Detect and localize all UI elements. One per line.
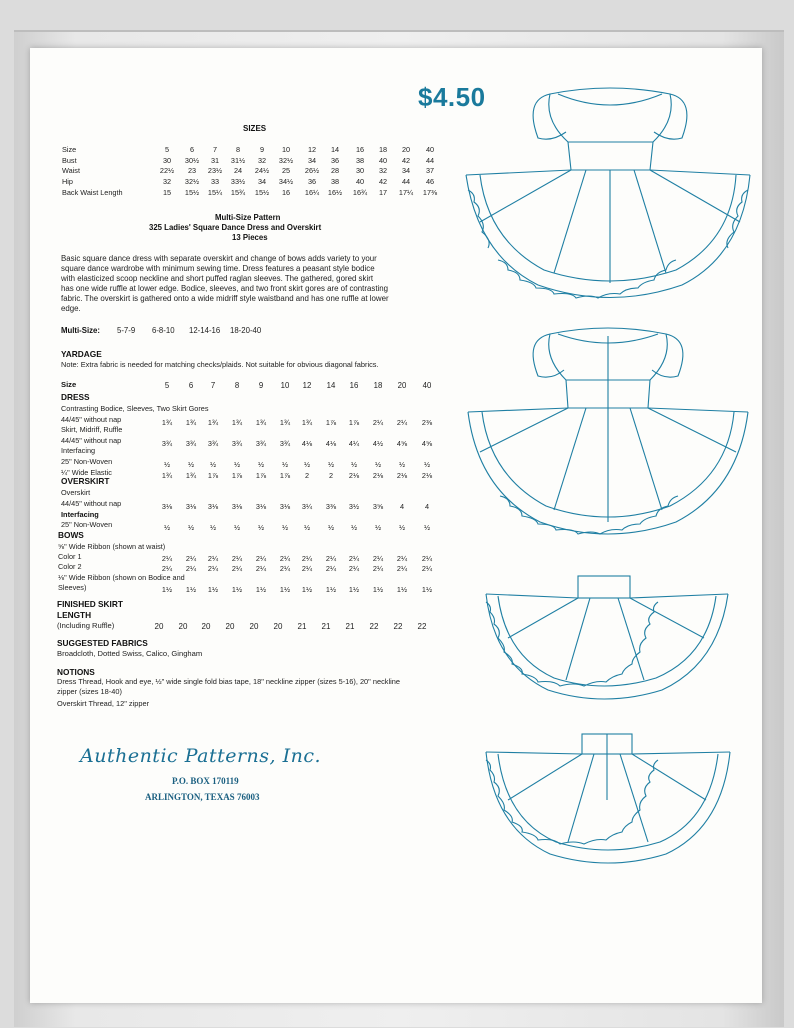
sizes-cell: 23: [187, 166, 197, 176]
sizes-cell: 8: [235, 145, 241, 154]
yardage-cell: 1½: [396, 584, 408, 594]
sizes-cell: 15½: [184, 187, 200, 197]
yardage-cell: 3⅛: [255, 501, 267, 511]
yardage-row-label: Interfacing: [61, 446, 96, 456]
yardage-cell: 4¼: [348, 438, 360, 448]
sizes-cell: 30½: [184, 155, 200, 165]
yardage-cell: 2: [304, 470, 310, 480]
pattern-pieces: 13 Pieces: [232, 233, 268, 242]
description-line: fabric. The overskirt is gathered onto a wide midriff style waistband and has one ruffle at lower: [61, 293, 389, 303]
yardage-cell: 2¼: [255, 554, 267, 564]
yardage-cell: 2¼: [396, 417, 408, 427]
yardage-cell: 1¾: [231, 417, 243, 427]
yardage-row-label: ⅛" Wide Ribbon (shown on Bodice and: [58, 572, 185, 582]
yardage-cell: ½: [423, 460, 431, 469]
yardage-cell: 1⅞: [255, 470, 267, 480]
yardage-cell: 3¾: [231, 438, 243, 448]
sizes-cell: 40: [425, 145, 435, 154]
yardage-cell: 1¾: [301, 417, 313, 427]
notions-dress-cont: zipper (sizes 18-40): [57, 687, 122, 696]
yardage-cell: ½: [233, 523, 241, 533]
sizes-cell: 24: [233, 166, 243, 176]
sizes-cell: 38: [355, 155, 365, 165]
yardage-cell: ½: [327, 523, 335, 533]
yardage-cell: 2⅛: [421, 470, 433, 480]
description-line: Basic square dance dress with separate overskirt and change of bows adds variety to your: [61, 254, 377, 263]
yardage-cell: ½: [374, 460, 382, 469]
yardage-cell: 3⅜: [325, 501, 337, 511]
finished-skirt-cell: 22: [369, 622, 379, 631]
yardage-row-label: Skirt, Midriff, Ruffle: [61, 425, 123, 435]
yardage-cell: 2¼: [396, 564, 408, 574]
finished-skirt-cell: 20: [225, 622, 235, 631]
finished-skirt-cell: 20: [201, 622, 211, 631]
sizes-cell: 44: [401, 177, 411, 187]
sizes-cell: 30: [355, 166, 365, 176]
yardage-cell: 4⅝: [396, 438, 408, 448]
overskirt-title: OVERSKIRT: [61, 476, 110, 486]
yardage-cell: 3⅛: [231, 501, 243, 511]
yardage-cell: ½: [327, 460, 335, 469]
multisize-group: 18-20-40: [230, 326, 262, 335]
yardage-cell: 2¼: [279, 554, 291, 564]
yardage-cell: ½: [209, 460, 217, 469]
yardage-row-label: 25" Non-Woven: [61, 457, 113, 466]
yardage-row-label: ¼" Wide Elastic: [61, 467, 112, 477]
yardage-cell: ½: [257, 523, 265, 533]
yardage-cell: 3⅛: [207, 501, 219, 511]
sizes-cell: 17¼: [398, 187, 414, 197]
yardage-size-header: 12: [302, 381, 312, 390]
sizes-cell: 16: [355, 145, 365, 154]
company-address-box: P.O. BOX 170119: [172, 776, 239, 786]
pattern-name: 325 Ladies' Square Dance Dress and Overskirt: [149, 223, 322, 232]
yardage-cell: 3⅛: [185, 501, 197, 511]
company-logo-text: Authentic Patterns, Inc.: [80, 745, 322, 767]
yardage-cell: 2¼: [348, 564, 360, 574]
finished-skirt-length: LENGTH: [57, 610, 92, 620]
description-line: with elasticized scoop neckline and short puffed raglan sleeves. The gathered, gored skirt: [61, 273, 374, 283]
yardage-cell: 3¾: [207, 438, 219, 448]
yardage-cell: 1⅞: [231, 470, 243, 480]
sizes-cell: 6: [189, 145, 195, 154]
yardage-cell: 2¼: [325, 554, 337, 564]
sizes-cell: 37: [425, 166, 435, 176]
description-line: edge.: [61, 303, 81, 313]
yardage-cell: 4½: [372, 438, 384, 448]
yardage-cell: ½: [163, 460, 171, 469]
yardage-row-label: Interfacing: [61, 509, 99, 519]
yardage-cell: 1½: [421, 584, 433, 594]
description-line: has one wide ruffle at lower edge. Bodice, sleeves, and two front skirt gores are of contrasting: [61, 283, 389, 293]
yardage-size-header: 18: [373, 381, 383, 390]
yardage-cell: 2¼: [348, 554, 360, 564]
notions-title: NOTIONS: [57, 667, 95, 677]
yardage-cell: ½: [350, 523, 358, 533]
notions-dress: Dress Thread, Hook and eye, ½" wide single fold bias tape, 18" neckline zipper (sizes 5-16), 20" neckline: [57, 677, 400, 686]
yardage-size-header: 20: [397, 381, 407, 390]
sizes-cell: 15¾: [230, 187, 246, 197]
yardage-cell: 1½: [279, 584, 291, 594]
yardage-cell: 2¼: [421, 554, 433, 564]
yardage-cell: 3¾: [255, 438, 267, 448]
finished-skirt-cell: 22: [417, 622, 427, 631]
yardage-size-header: 8: [234, 381, 240, 390]
sizes-cell: 16½: [327, 187, 343, 197]
yardage-cell: 2¼: [185, 564, 197, 574]
yardage-cell: ½: [350, 460, 358, 469]
sizes-cell: 7: [212, 145, 218, 154]
yardage-cell: 2¼: [325, 564, 337, 574]
yardage-cell: 1½: [255, 584, 267, 594]
finished-skirt-cell: 21: [321, 622, 331, 631]
yardage-cell: ½: [187, 460, 195, 469]
yardage-cell: 1¾: [255, 417, 267, 427]
sizes-cell: 15: [162, 187, 172, 197]
yardage-cell: ½: [187, 523, 195, 533]
yardage-size-header: 7: [210, 381, 216, 390]
dress-back-illustration: [462, 322, 754, 554]
sizes-cell: 32½: [278, 155, 294, 165]
yardage-row-label: 25" Non-Woven: [61, 520, 113, 530]
yardage-row-label: Contrasting Bodice, Sleeves, Two Skirt Gores: [61, 404, 209, 413]
yardage-cell: 1¾: [279, 417, 291, 427]
sizes-cell: 42: [401, 155, 411, 165]
yardage-cell: ½: [398, 460, 406, 469]
sizes-cell: 42: [378, 177, 388, 187]
yardage-row-label: 44/45" without nap: [61, 414, 122, 424]
yardage-cell: 2¼: [396, 554, 408, 564]
sizes-cell: 23½: [207, 166, 223, 176]
yardage-cell: 1½: [161, 584, 173, 594]
sizes-cell: 15½: [254, 187, 270, 197]
yardage-cell: 2¼: [279, 564, 291, 574]
yardage-note: Note: Extra fabric is needed for matching checks/plaids. Not suitable for obvious diagonal fabrics.: [61, 360, 379, 369]
yardage-cell: 1¾: [185, 470, 197, 480]
sizes-cell: 25: [281, 166, 291, 176]
yardage-cell: 2¼: [372, 554, 384, 564]
yardage-cell: 2¼: [372, 564, 384, 574]
sizes-cell: 17⅜: [422, 187, 438, 197]
overskirt-front-illustration: [478, 572, 738, 712]
multisize-group: 6-8-10: [152, 326, 175, 335]
yardage-cell: 4: [424, 501, 430, 511]
yardage-cell: 4: [399, 501, 405, 511]
yardage-cell: 4⅝: [421, 438, 433, 448]
finished-skirt-cell: 20: [273, 622, 283, 631]
dress-title: DRESS: [61, 392, 90, 402]
finished-skirt-cell: 21: [345, 622, 355, 631]
dress-front-illustration: [458, 80, 758, 310]
yardage-cell: 3¾: [185, 438, 197, 448]
sizes-cell: 33½: [230, 177, 246, 187]
yardage-cell: 4⅛: [301, 438, 313, 448]
sizes-cell: 32: [257, 155, 267, 165]
sizes-cell: 33: [210, 177, 220, 187]
finished-skirt-cell: 21: [297, 622, 307, 631]
finished-skirt-cell: 20: [154, 622, 164, 631]
sizes-cell: 38: [330, 177, 340, 187]
sizes-cell: 15¼: [207, 187, 223, 197]
sizes-cell: 10: [281, 145, 291, 154]
yardage-row-label: Overskirt: [61, 488, 91, 497]
sizes-title: SIZES: [243, 124, 267, 133]
yardage-size-label: Size: [61, 380, 77, 389]
yardage-size-header: 14: [326, 381, 336, 390]
sizes-cell: 12: [307, 145, 317, 154]
sizes-cell: 17: [378, 187, 388, 197]
yardage-cell: 1⅞: [348, 417, 360, 427]
yardage-cell: 2⅜: [421, 417, 433, 427]
yardage-cell: 3½: [348, 501, 360, 511]
yardage-cell: 2¼: [161, 554, 173, 564]
sizes-cell: 18: [378, 145, 388, 154]
yardage-row-label: Color 1: [58, 552, 82, 562]
yardage-size-header: 16: [349, 381, 359, 390]
yardage-cell: ½: [233, 460, 241, 469]
multisize-label: Multi-Size:: [61, 326, 100, 335]
yardage-cell: 3⅝: [372, 501, 384, 511]
yardage-cell: ½: [374, 523, 382, 533]
yardage-cell: 2¼: [231, 554, 243, 564]
yardage-size-header: 40: [422, 381, 432, 390]
price-label: $4.50: [418, 82, 486, 112]
sizes-cell: 36: [307, 177, 317, 187]
yardage-cell: 1½: [325, 584, 337, 594]
yardage-row-label: ⅝" Wide Ribbon (shown at waist): [58, 542, 166, 551]
sizes-cell: 32: [162, 177, 172, 187]
multisize-group: 12-14-16: [189, 326, 221, 335]
yardage-cell: 2¼: [207, 564, 219, 574]
yardage-title: YARDAGE: [61, 349, 102, 359]
yardage-cell: 2¼: [301, 554, 313, 564]
sizes-cell: 34: [307, 155, 317, 165]
sizes-cell: 24½: [254, 166, 270, 176]
yardage-cell: 1½: [207, 584, 219, 594]
yardage-cell: ½: [303, 523, 311, 533]
yardage-cell: 1½: [301, 584, 313, 594]
description-line: square dance wardrobe with minimum sewing time. Dress features a peasant style bodice: [61, 263, 375, 273]
finished-skirt-cell: 20: [249, 622, 259, 631]
yardage-size-header: 10: [280, 381, 290, 390]
yardage-cell: 2: [328, 470, 334, 480]
sizes-cell: 26½: [304, 166, 320, 176]
yardage-cell: ½: [209, 523, 217, 533]
yardage-cell: 3¾: [279, 438, 291, 448]
sizes-cell: 40: [355, 177, 365, 187]
sizes-cell: 36: [330, 155, 340, 165]
yardage-cell: 2¼: [161, 564, 173, 574]
overskirt-back-illustration: [478, 730, 738, 880]
yardage-cell: 2¼: [372, 417, 384, 427]
sizes-row-label: Size: [62, 145, 77, 154]
yardage-cell: ½: [281, 523, 289, 533]
sizes-cell: 5: [164, 145, 170, 154]
yardage-row-label: Sleeves): [58, 582, 87, 592]
sizes-cell: 44: [425, 155, 435, 165]
yardage-cell: 3⅛: [279, 501, 291, 511]
yardage-row-label: Color 2: [58, 562, 82, 572]
sizes-cell: 32½: [184, 177, 200, 187]
yardage-cell: 1½: [231, 584, 243, 594]
sizes-cell: 31½: [230, 155, 246, 165]
yardage-cell: ½: [398, 523, 406, 533]
suggested-fabrics-text: Broadcloth, Dotted Swiss, Calico, Gingham: [57, 649, 203, 658]
yardage-cell: 1⅞: [207, 470, 219, 480]
yardage-cell: 1¾: [185, 417, 197, 427]
yardage-row-label: 44/45" without nap: [61, 435, 122, 445]
sizes-row-label: Back Waist Length: [62, 187, 123, 197]
sizes-cell: 34: [257, 177, 267, 187]
sizes-row-label: Bust: [62, 155, 77, 165]
yardage-cell: 2¼: [421, 564, 433, 574]
yardage-cell: 2¼: [255, 564, 267, 574]
sizes-cell: 14: [330, 145, 340, 154]
yardage-cell: 2⅛: [348, 470, 360, 480]
sizes-cell: 31: [210, 155, 220, 165]
yardage-cell: 4⅛: [325, 438, 337, 448]
yardage-cell: 2¼: [185, 554, 197, 564]
sizes-cell: 16¼: [304, 187, 320, 197]
sizes-cell: 46: [425, 177, 435, 187]
yardage-cell: 1½: [185, 584, 197, 594]
yardage-cell: 3⅛: [161, 501, 173, 511]
yardage-cell: 1½: [372, 584, 384, 594]
sizes-cell: 30: [162, 155, 172, 165]
yardage-cell: ½: [423, 523, 431, 533]
yardage-cell: 3¼: [301, 501, 313, 511]
yardage-cell: 1¾: [161, 470, 173, 480]
yardage-cell: 2¼: [231, 564, 243, 574]
yardage-cell: ½: [281, 460, 289, 469]
finished-skirt-cell: 22: [393, 622, 403, 631]
yardage-cell: ½: [303, 460, 311, 469]
bows-title: BOWS: [58, 530, 84, 540]
sizes-cell: 9: [259, 145, 265, 154]
yardage-size-header: 5: [164, 381, 170, 390]
sizes-cell: 34½: [278, 177, 294, 187]
pattern-type: Multi-Size Pattern: [215, 213, 281, 222]
yardage-cell: ½: [163, 523, 171, 533]
company-address-city: ARLINGTON, TEXAS 76003: [145, 792, 260, 802]
sizes-cell: 22½: [159, 166, 175, 176]
sizes-cell: 20: [401, 145, 411, 154]
yardage-cell: ½: [257, 460, 265, 469]
sizes-cell: 34: [401, 166, 411, 176]
yardage-size-header: 6: [188, 381, 194, 390]
yardage-cell: 2¼: [301, 564, 313, 574]
yardage-cell: 2⅛: [372, 470, 384, 480]
suggested-fabrics-title: SUGGESTED FABRICS: [57, 638, 148, 648]
sizes-cell: 16: [281, 187, 291, 197]
sizes-cell: 16¾: [352, 187, 368, 197]
sizes-cell: 32: [378, 166, 388, 176]
sizes-row-label: Hip: [62, 177, 73, 187]
finished-skirt-cell: 20: [178, 622, 188, 631]
yardage-cell: 1⅞: [325, 417, 337, 427]
yardage-size-header: 9: [258, 381, 264, 390]
yardage-cell: 1⅞: [279, 470, 291, 480]
yardage-cell: 2⅛: [396, 470, 408, 480]
sizes-row-label: Waist: [62, 166, 80, 176]
finished-skirt-title: FINISHED SKIRT: [57, 599, 123, 609]
description: [61, 254, 451, 313]
yardage-row-label: 44/45" without nap: [61, 498, 122, 508]
yardage-cell: 1½: [348, 584, 360, 594]
yardage-cell: 2¼: [207, 554, 219, 564]
sizes-cell: 40: [378, 155, 388, 165]
sizes-cell: 28: [330, 166, 340, 176]
finished-skirt-note: (Including Ruffle): [57, 621, 115, 630]
yardage-cell: 1¾: [207, 417, 219, 427]
multisize-group: 5-7-9: [117, 326, 136, 335]
yardage-cell: 1¾: [161, 417, 173, 427]
notions-overskirt: Overskirt Thread, 12" zipper: [57, 699, 150, 708]
yardage-cell: 3¾: [161, 438, 173, 448]
